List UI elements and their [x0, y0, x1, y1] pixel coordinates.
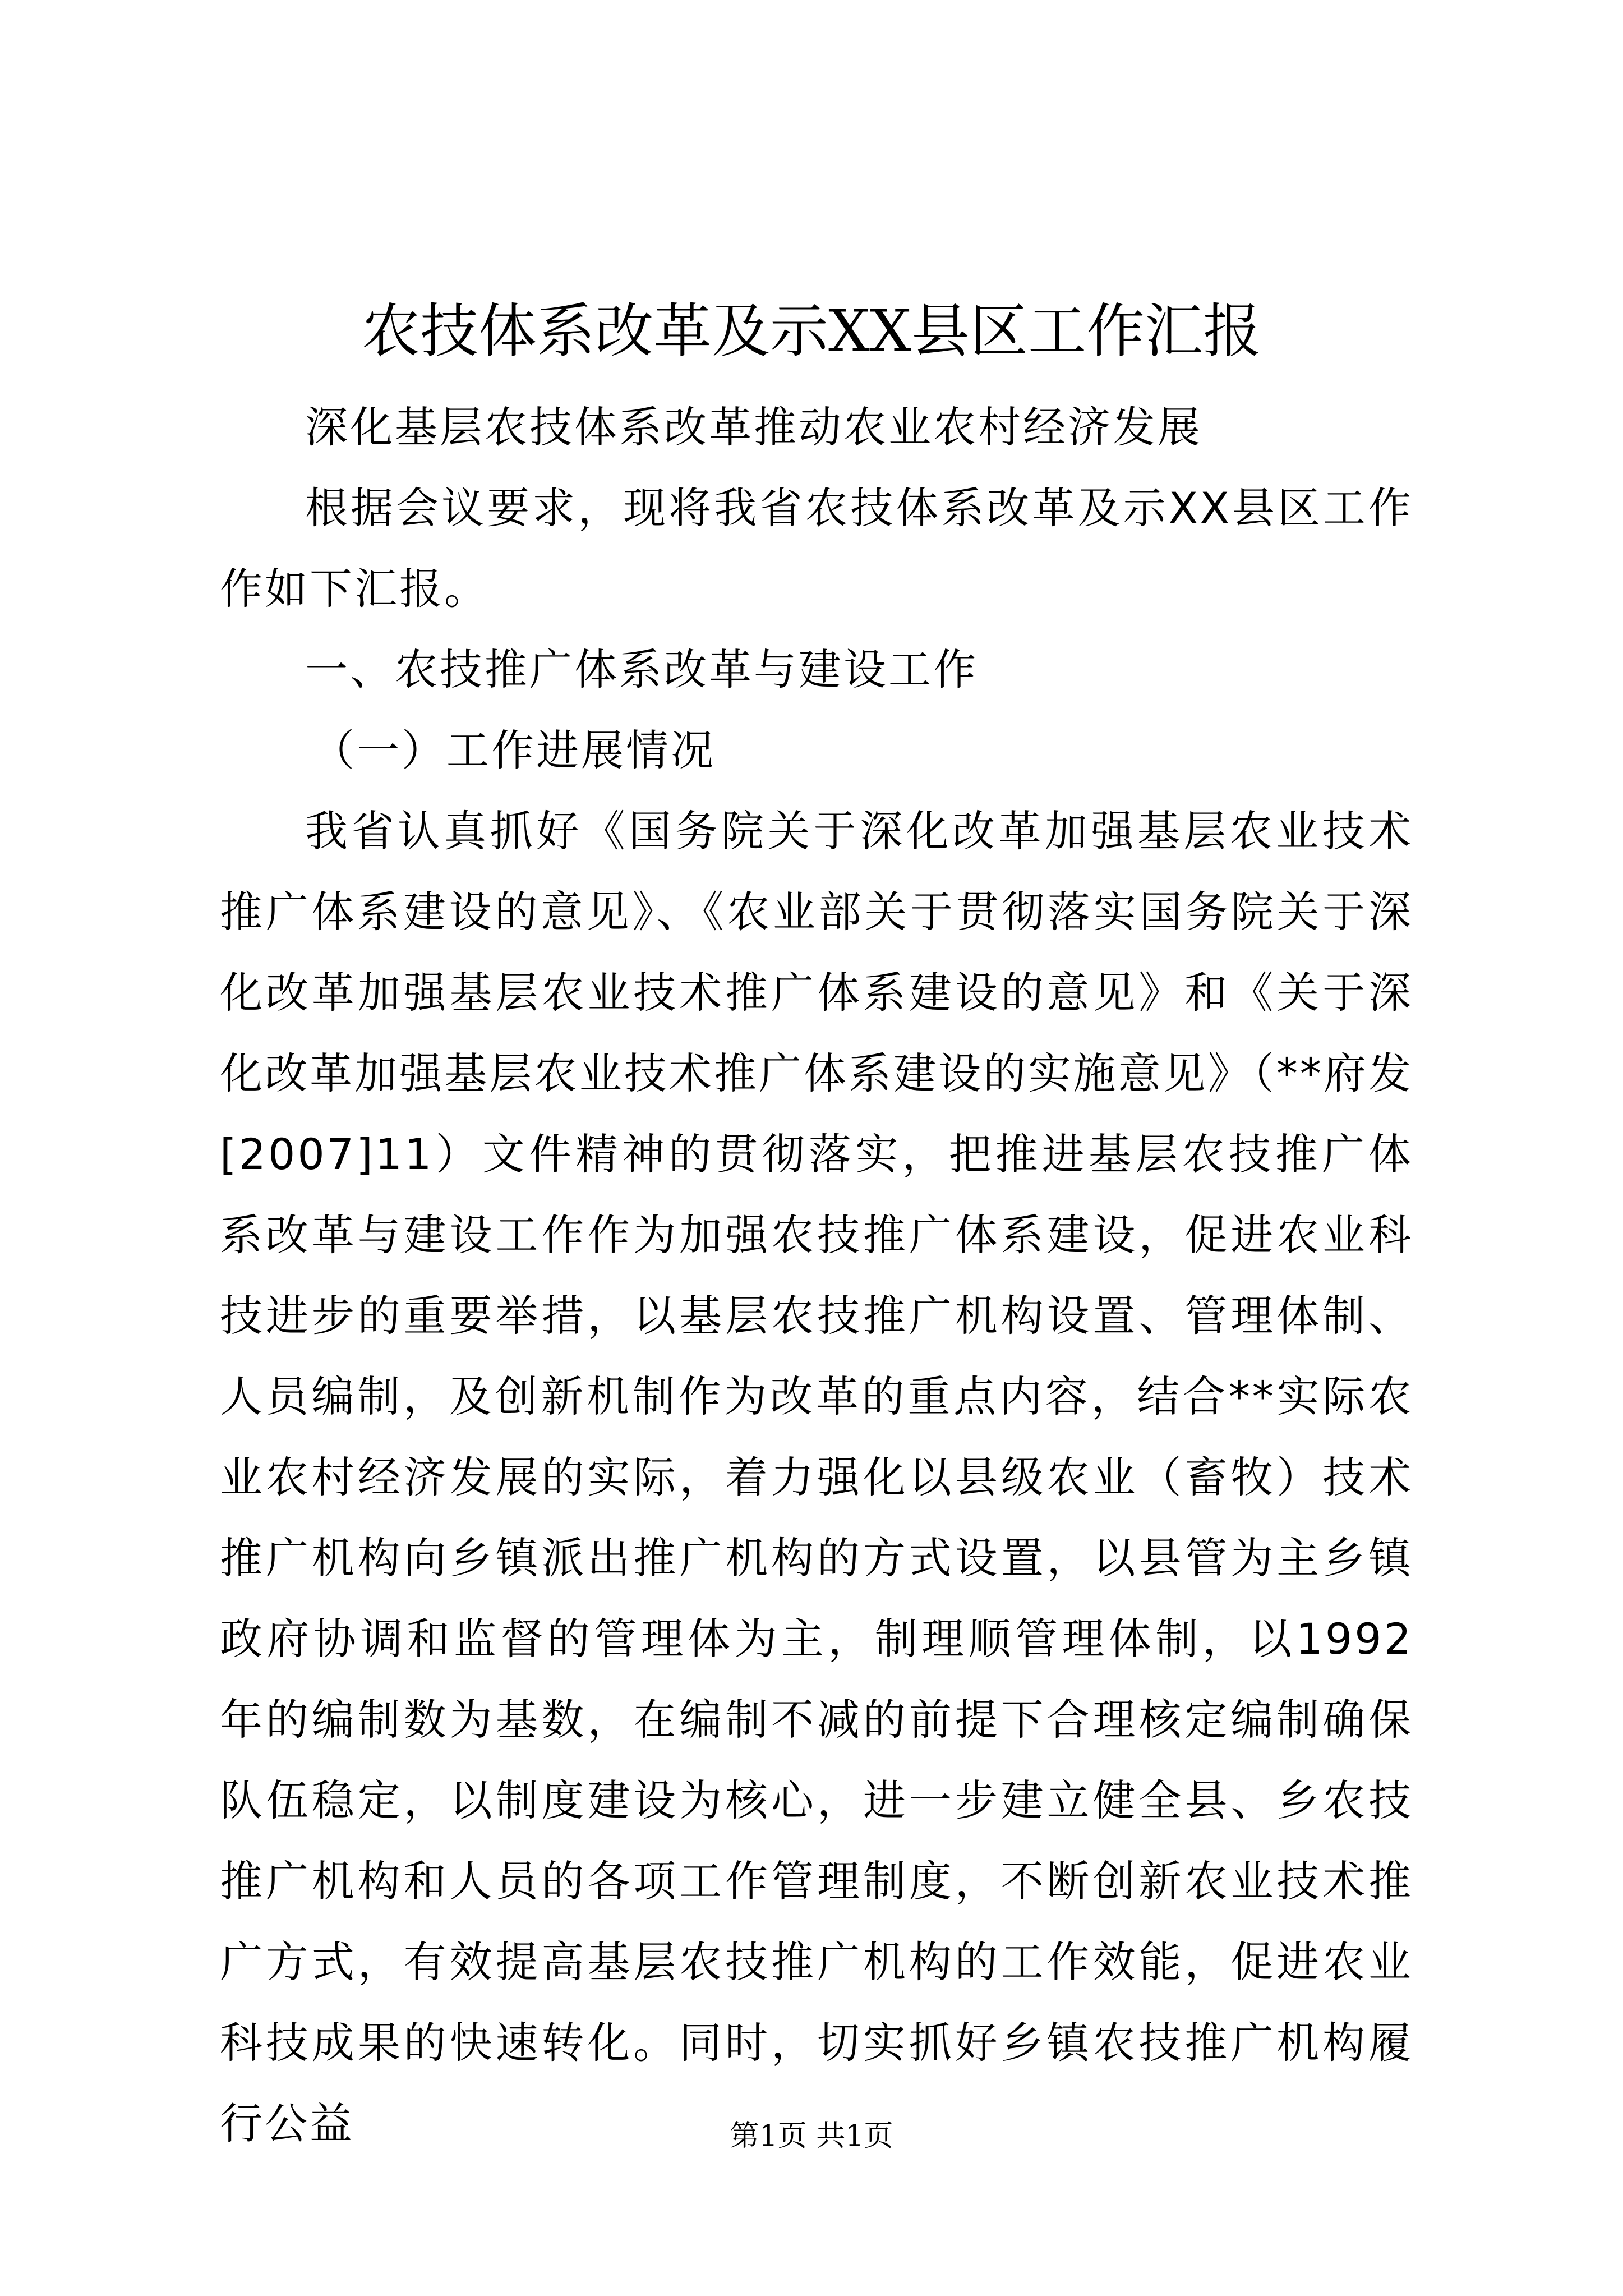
body-paragraph: 我省认真抓好《国务院关于深化改革加强基层农业技术推广体系建设的意见》、《农业部关于贯彻落实国务院关于深化改革加强基层农业技术推广体系建设的意见》和《关于深化改革加强基层农业技术推广体系建设的实施意见》（**府发[2007]11）文件精神的贯彻落实，把推进基层农技推广体系改革与建设工作作为加强农技推广体系建设，促进农业科技进步的重要举措，以基层农技推广机构设置、管理体制、人员编制，及创新机制作为改革的重点内容，结合**实际农业农村经济发展的实际，着力强化以县级农业（畜牧）技术推广机构向乡镇派出推广机构的方式设置，以县管为主乡镇政府协调和监督的管理体为主，制理顺管理体制，以1992年的编制数为基数，在编制不减的前提下合理核定编制确保队伍稳定，以制度建设为核心，进一步建立健全县、乡农技推广机构和人员的各项工作管理制度，不断创新农业技术推广方式，有效提高基层农技推广机构的工作效能，促进农业科技成果的快速转化。同时，切实抓好乡镇农技推广机构履行公益 — [220, 806, 1413, 2148]
subtitle-paragraph: 深化基层农技体系改革推动农业农村经济发展 — [305, 402, 1202, 452]
intro-paragraph: 根据会议要求，现将我省农技体系改革及示XX县区工作作如下汇报。 — [220, 483, 1413, 614]
document-title: 农技体系改革及示XX县区工作汇报 — [361, 297, 1262, 365]
document-body — [220, 387, 1413, 2164]
section-heading: 一、农技推广体系改革与建设工作 — [305, 645, 978, 694]
subsection-heading: （一）工作进展情况 — [312, 725, 716, 775]
page-footer: 第1页 共1页 — [730, 2119, 893, 2153]
